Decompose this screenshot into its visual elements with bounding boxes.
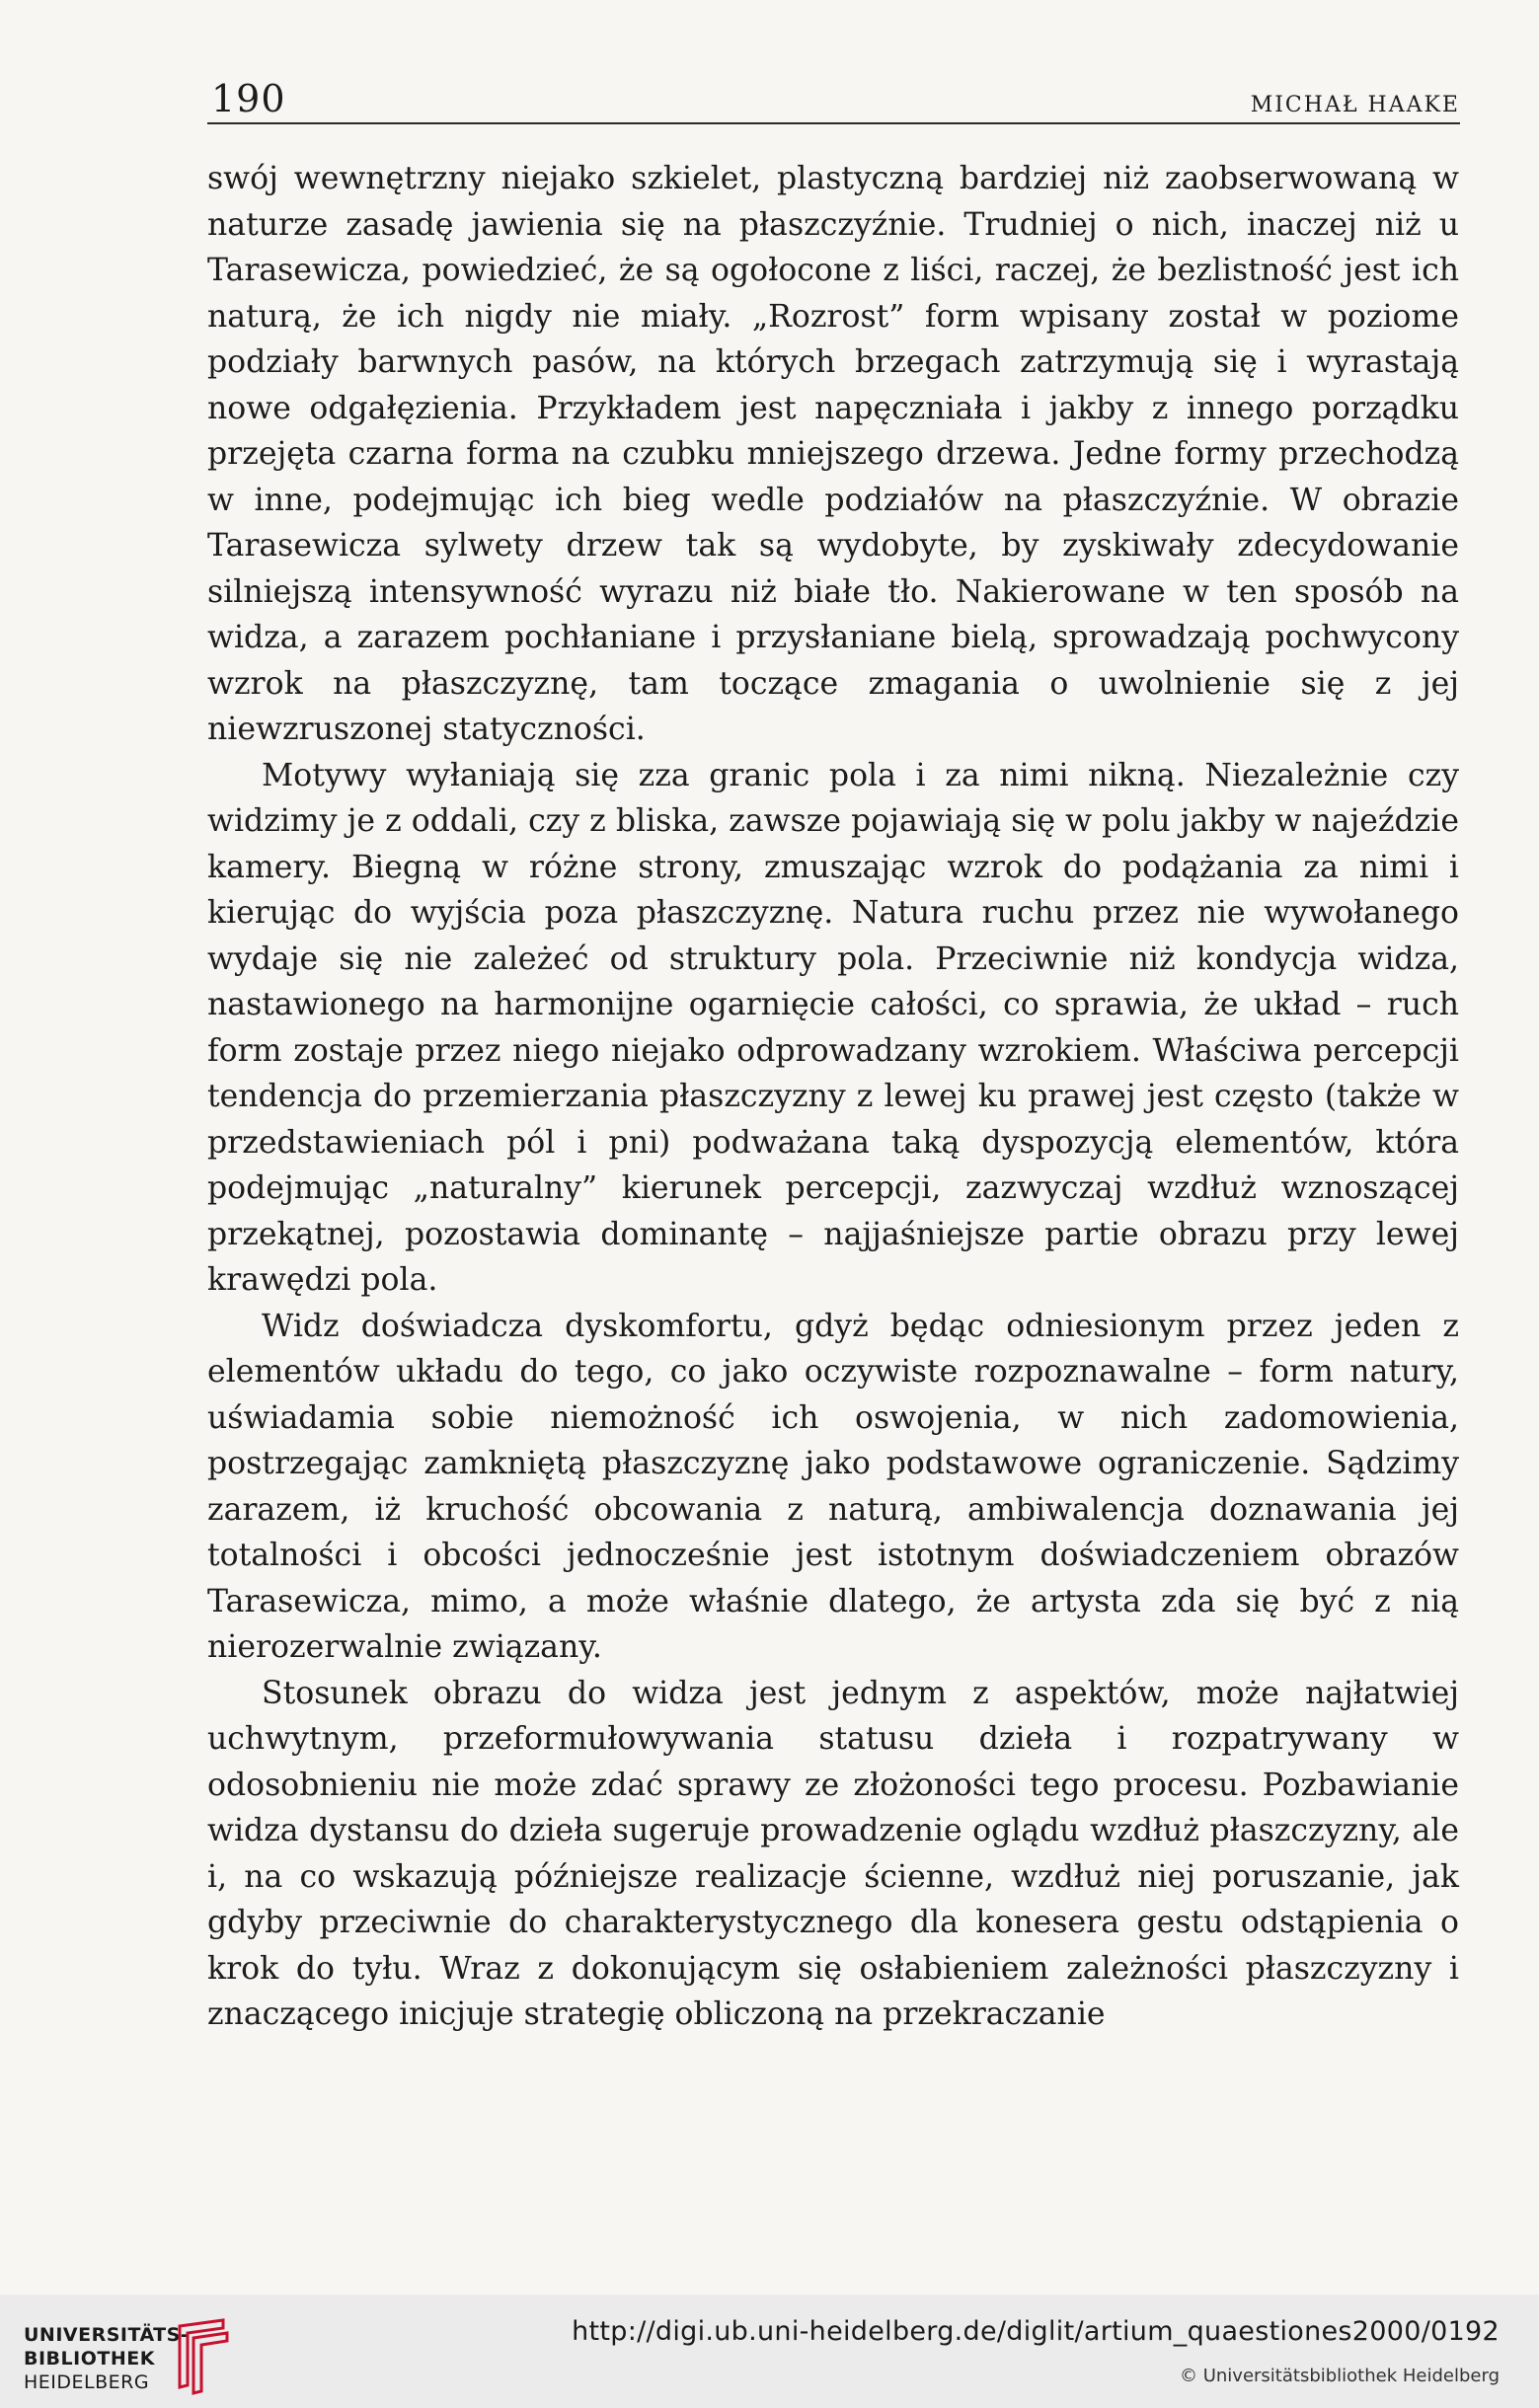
copyright-notice: © Universitätsbibliothek Heidelberg <box>1179 2366 1500 2386</box>
paragraph-3: Widz doświadcza dyskomfortu, gdyż będąc odniesionym przez jeden z elementów układu do tego, co jako oczywiste rozpoznawalne – form natury, uświadamia sobie niemożność ich oswojenia, w nich zadomowienia, postrzegając zamkniętą płaszczyznę jako podstawowe ograniczenie. Sądzimy zarazem, iż kruchość obcowania z naturą, ambiwalencja doznawania jej totalności i obcości jednocześnie jest istotnym doświadczeniem obrazów Tarasewicza, mimo, a może właśnie dlatego, że artysta zda się być z nią nierozerwalnie związany. <box>207 1308 1459 1665</box>
running-head-author: MICHAŁ HAAKE <box>1250 93 1460 117</box>
logo-text-line2: BIBLIOTHEK <box>24 2348 155 2370</box>
body-text <box>207 156 1459 2038</box>
paragraph-4: Stosunek obrazu do widza jest jednym z aspektów, może najłatwiej uchwytnym, przeformułowywania statusu dzieła i rozpatrywany w odosobnieniu nie może zdać sprawy ze złożoności tego procesu. Pozbawianie widza dystansu do dzieła sugeruje prowadzenie oglądu wzdłuż płaszczyzny, ale i, na co wskazują późniejsze realizacje ścienne, wzdłuż niej poruszanie, jak gdyby przeciwnie do charakterystycznego dla konesera gestu odstąpienia o krok do tyłu. Wraz z dokonującym się osłabieniem zależności płaszczyzny i znaczącego inicjuje strategię obliczoną na przekraczanie <box>207 1675 1459 2032</box>
paragraph-1: swój wewnętrzny niejako szkielet, plastyczną bardziej niż zaobserwowaną w naturze zasadę jawienia się na płaszczyźnie. Trudniej o nich, inaczej niż u Tarasewicza, powiedzieć, że są ogołocone z liści, raczej, że bezlistność jest ich naturą, że ich nigdy nie miały. „Rozrost” form wpisany został w poziome podziały barwnych pasów, na których brzegach zatrzymują się i wyrastają nowe odgałęzienia. Przykładem jest napęczniała i jakby z innego porządku przejęta czarna forma na czubku mniejszego drzewa. Jedne formy przechodzą w inne, podejmując ich bieg wedle podziałów na płaszczyźnie. W obrazie Tarasewicza sylwety drzew tak są wydobyte, by zyskiwały zdecydowanie silniejszą intensywność wyrazu niż białe tło. Nakierowane w ten sposób na widza, a zarazem pochłaniane i przysłaniane bielą, sprowadzają pochwycony wzrok na płaszczyznę, tam toczące zmagania o uwolnienie się z jej niewzruszonej statyczności. <box>207 161 1459 747</box>
source-url-link[interactable]: http://digi.ub.uni-heidelberg.de/diglit/artium_quaestiones2000/0192 <box>572 2316 1500 2347</box>
logo-text-line1: UNIVERSITÄTS- <box>24 2324 190 2346</box>
footer-bar <box>0 2295 1539 2408</box>
page-number: 190 <box>211 77 286 120</box>
library-logo[interactable] <box>24 2316 241 2395</box>
library-mark-icon <box>162 2316 241 2395</box>
running-head <box>207 71 1460 124</box>
logo-text-line3: HEIDELBERG <box>24 2371 150 2393</box>
paragraph-2: Motywy wyłaniają się zza granic pola i za nimi nikną. Niezależnie czy widzimy je z oddali, czy z bliska, zawsze pojawiają się w polu jakby w najeździe kamery. Biegną w różne strony, zmuszając wzrok do podążania za nimi i kierując do wyjścia poza płaszczyznę. Natura ruchu przez nie wywołanego wydaje się nie zależeć od struktury pola. Przeciwnie niż kondycja widza, nastawionego na harmonijne ogarnięcie całości, co sprawia, że układ – ruch form zostaje przez niego niejako odprowadzany wzrokiem. Właściwa percepcji tendencja do przemierzania płaszczyzny z lewej ku prawej jest często (także w przedstawieniach pól i pni) podważana taką dyspozycją elementów, która podejmując „naturalny” kierunek percepcji, zazwyczaj wzdłuż wznoszącej przekątnej, pozostawia dominantę – najjaśniejsze partie obrazu przy lewej krawędzi pola. <box>207 757 1459 1298</box>
